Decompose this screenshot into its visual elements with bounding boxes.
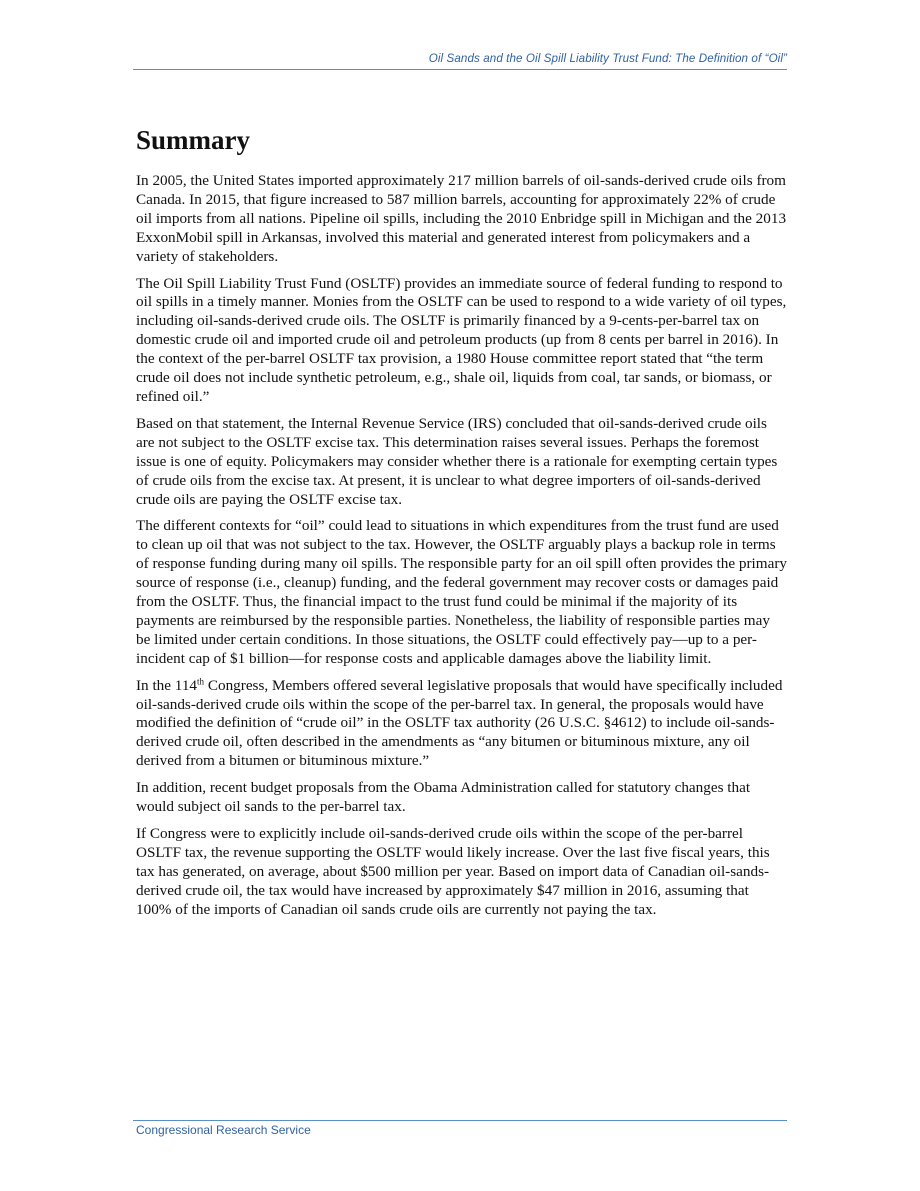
page-body (136, 120, 787, 928)
paragraph-irs-determination: Based on that statement, the Internal Revenue Service (IRS) concluded that oil-sands-derived crude oils are not subject to the OSLTF excise tax. This determination raises several issues. Perhaps the foremost issue is one of equity. Policymakers may consider whether there is a rationale for exempting certain types of crude oils from the excise tax. At present, it is unclear to what degree importers of oil-sands-derived crude oils are paying the OSLTF excise tax. (136, 414, 778, 508)
header-divider (133, 69, 787, 70)
footer-organization: Congressional Research Service (136, 1123, 311, 1137)
paragraph-revenue-estimate: If Congress were to explicitly include oil-sands-derived crude oils within the scope of the per-barrel OSLTF tax, the revenue supporting the OSLTF would likely increase. Over the last five fiscal years, this tax has generated, on average, about $500 million per year. Based on import data of Canadian oil-sands-derived crude oil, the tax would have increased by approximately $47 million in 2016, assuming that 100% of the imports of Canadian oil sands crude oils are currently not paying the tax. (136, 825, 770, 918)
paragraph-legislative-proposals (136, 677, 787, 772)
paragraph-osltf-overview: The Oil Spill Liability Trust Fund (OSLTF) provides an immediate source of federal funding to respond to oil spills in a timely manner. Monies from the OSLTF can be used to respond to a wide variety of oil types, including oil-sands-derived crude oils. The OSLTF is primarily financed by a 9-cents-per-barrel tax on domestic crude oil and imported crude oil and petroleum products (up from 8 cents per barrel in 2016). In the context of the per-barrel OSLTF tax provision, a 1980 House committee report stated that “the term crude oil does not include synthetic petroleum, e.g., shale oil, liquids from coal, tar sands, or biomass, or refined oil.” (136, 274, 787, 405)
page-title: Summary (136, 125, 250, 155)
paragraph-budget-proposals: In addition, recent budget proposals from the Obama Administration called for statutory changes that would subject oil sands to the per-barrel tax. (136, 779, 751, 816)
paragraph-trust-fund-impact: The different contexts for “oil” could lead to situations in which expenditures from the trust fund are used to clean up oil that was not subject to the tax. However, the OSLTF arguably plays a backup role in terms of response funding during many oil spills. The responsible party for an oil spill often provides the primary source of response (i.e., cleanup) funding, and the federal government may recover costs or damages paid from the OSLTF. Thus, the financial impact to the trust fund could be minimal if the majority of its payments are reimbursed by the responsible parties. Nonetheless, the liability of responsible parties may be limited under certain conditions. In those situations, the OSLTF could effectively pay—up to a per-incident cap of $1 billion—for response costs and applicable damages above the liability limit. (136, 517, 787, 667)
congress-lead: In the 114 (136, 676, 198, 694)
congress-rest: Congress, Members offered several legislative proposals that would have specifically included oil-sands-derived crude oils within the scope of the per-barrel tax. In general, the proposals would have modified the definition of “crude oil” in the OSLTF tax authority (26 U.S.C. §4612) to include oil-sands-derived crude oil, often described in the amendments as “any bitumen or bituminous mixture, any oil derived from a bitumen or bituminous mixture.” (136, 676, 783, 770)
running-header: Oil Sands and the Oil Spill Liability Trust Fund: The Definition of “Oil” (428, 52, 787, 65)
paragraph-import-history: In 2005, the United States imported approximately 217 million barrels of oil-sands-derived crude oils from Canada. In 2015, that figure increased to 587 million barrels, accounting for approximately 22% of crude oil imports from all nations. Pipeline oil spills, including the 2010 Enbridge spill in Michigan and the 2013 ExxonMobil spill in Arkansas, involved this material and generated interest from policymakers and a variety of stakeholders. (136, 172, 787, 265)
footer-divider (133, 1120, 787, 1121)
ordinal-superscript: th (197, 676, 205, 687)
